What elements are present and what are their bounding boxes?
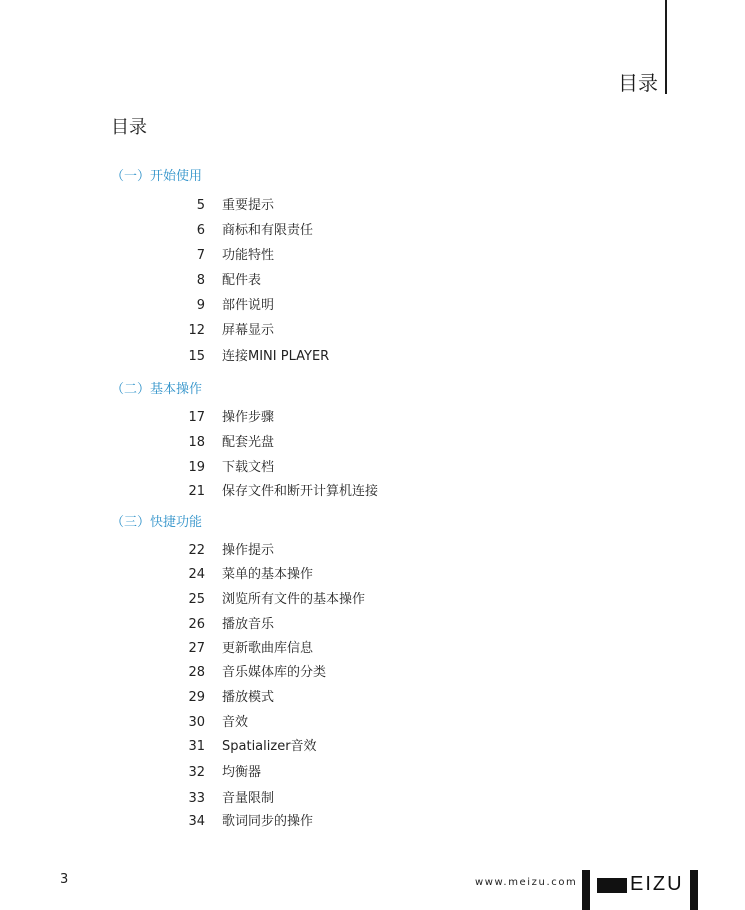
- toc-entry-page: 31: [188, 739, 205, 754]
- toc-entry[interactable]: [0, 221, 745, 241]
- toc-entry-page: 22: [188, 543, 205, 558]
- toc-entry[interactable]: [0, 433, 745, 453]
- toc-entry-page: 19: [188, 460, 205, 475]
- toc-entry-title: 功能特性: [222, 248, 275, 263]
- toc-entry-title: 均衡器: [222, 765, 262, 780]
- toc-entry-page: 8: [196, 273, 205, 288]
- toc-entry-title: 音量限制: [222, 791, 275, 806]
- toc-entry-page: 7: [196, 248, 205, 263]
- toc-entry[interactable]: [0, 321, 745, 341]
- toc-entry[interactable]: [0, 296, 745, 316]
- toc-entry-title: 下载文档: [222, 460, 275, 475]
- toc-entry-page: 12: [188, 323, 205, 338]
- toc-entry-page: 18: [188, 435, 205, 450]
- logo-left-bar: [582, 870, 590, 910]
- toc-entry-page: 9: [196, 298, 205, 313]
- toc-entry-page: 25: [188, 592, 205, 607]
- toc-entry[interactable]: [0, 688, 745, 708]
- section-heading: （一）开始使用: [111, 169, 203, 184]
- logo-right-bar: [690, 870, 698, 910]
- toc-entry[interactable]: [0, 482, 745, 502]
- toc-entry[interactable]: [0, 763, 745, 783]
- toc-entry-page: 28: [188, 665, 205, 680]
- toc-entry-title: 保存文件和断开计算机连接: [222, 484, 379, 499]
- toc-entry-title: 部件说明: [222, 298, 275, 313]
- toc-entry[interactable]: [0, 565, 745, 585]
- section-heading: （三）快捷功能: [111, 515, 203, 530]
- toc-entry-page: 24: [188, 567, 205, 582]
- toc-entry[interactable]: [0, 789, 745, 809]
- toc-entry[interactable]: [0, 458, 745, 478]
- section-heading: （二）基本操作: [111, 382, 203, 397]
- toc-entry-page: 21: [188, 484, 205, 499]
- toc-entry-title: 连接MINI PLAYER: [222, 349, 330, 364]
- toc-entry-title: 更新歌曲库信息: [222, 641, 314, 656]
- toc-entry[interactable]: [0, 737, 745, 757]
- page-title: 目录: [111, 117, 147, 138]
- toc-entry-page: 34: [188, 814, 205, 829]
- toc-entry[interactable]: [0, 408, 745, 428]
- toc-entry-title: Spatializer音效: [222, 739, 317, 754]
- meizu-logo-m-block: [597, 878, 627, 893]
- toc-entry[interactable]: [0, 615, 745, 635]
- toc-entry-page: 30: [188, 715, 205, 730]
- toc-entry[interactable]: [0, 663, 745, 683]
- meizu-logo-text: EIZU: [630, 873, 684, 895]
- toc-entry-page: 5: [196, 198, 205, 213]
- toc-entry-title: 操作提示: [222, 543, 275, 558]
- toc-entry[interactable]: [0, 271, 745, 291]
- toc-entry-page: 17: [188, 410, 205, 425]
- toc-entry[interactable]: [0, 347, 745, 367]
- toc-entry-title: 屏幕显示: [222, 323, 275, 338]
- toc-entry-title: 音效: [222, 715, 249, 730]
- toc-entry[interactable]: [0, 639, 745, 659]
- toc-entry[interactable]: [0, 812, 745, 832]
- toc-entry-title: 操作步骤: [222, 410, 275, 425]
- toc-entry-title: 播放模式: [222, 690, 275, 705]
- toc-entry-title: 配套光盘: [222, 435, 275, 450]
- toc-entry-title: 歌词同步的操作: [222, 814, 314, 829]
- toc-entry-title: 配件表: [222, 273, 262, 288]
- toc-entry-page: 32: [188, 765, 205, 780]
- toc-entry-page: 33: [188, 791, 205, 806]
- toc-entry-title: 播放音乐: [222, 617, 275, 632]
- toc-entry-page: 15: [188, 349, 205, 364]
- toc-entry-page: 26: [188, 617, 205, 632]
- page-number: 3: [60, 872, 69, 887]
- toc-entry[interactable]: [0, 246, 745, 266]
- toc-entry-page: 6: [196, 223, 205, 238]
- toc-entry[interactable]: [0, 590, 745, 610]
- header-title: 目录: [618, 71, 658, 95]
- toc-entry-title: 浏览所有文件的基本操作: [222, 592, 366, 607]
- toc-entry[interactable]: [0, 196, 745, 216]
- toc-entry[interactable]: [0, 541, 745, 561]
- toc-entry[interactable]: [0, 713, 745, 733]
- toc-entry-title: 重要提示: [222, 198, 275, 213]
- toc-entry-title: 商标和有限责任: [222, 223, 314, 238]
- website-url: www.meizu.com: [475, 877, 578, 888]
- toc-entry-page: 29: [188, 690, 205, 705]
- toc-entry-title: 音乐媒体库的分类: [222, 665, 327, 680]
- toc-entry-title: 菜单的基本操作: [222, 567, 314, 582]
- toc-entry-page: 27: [188, 641, 205, 656]
